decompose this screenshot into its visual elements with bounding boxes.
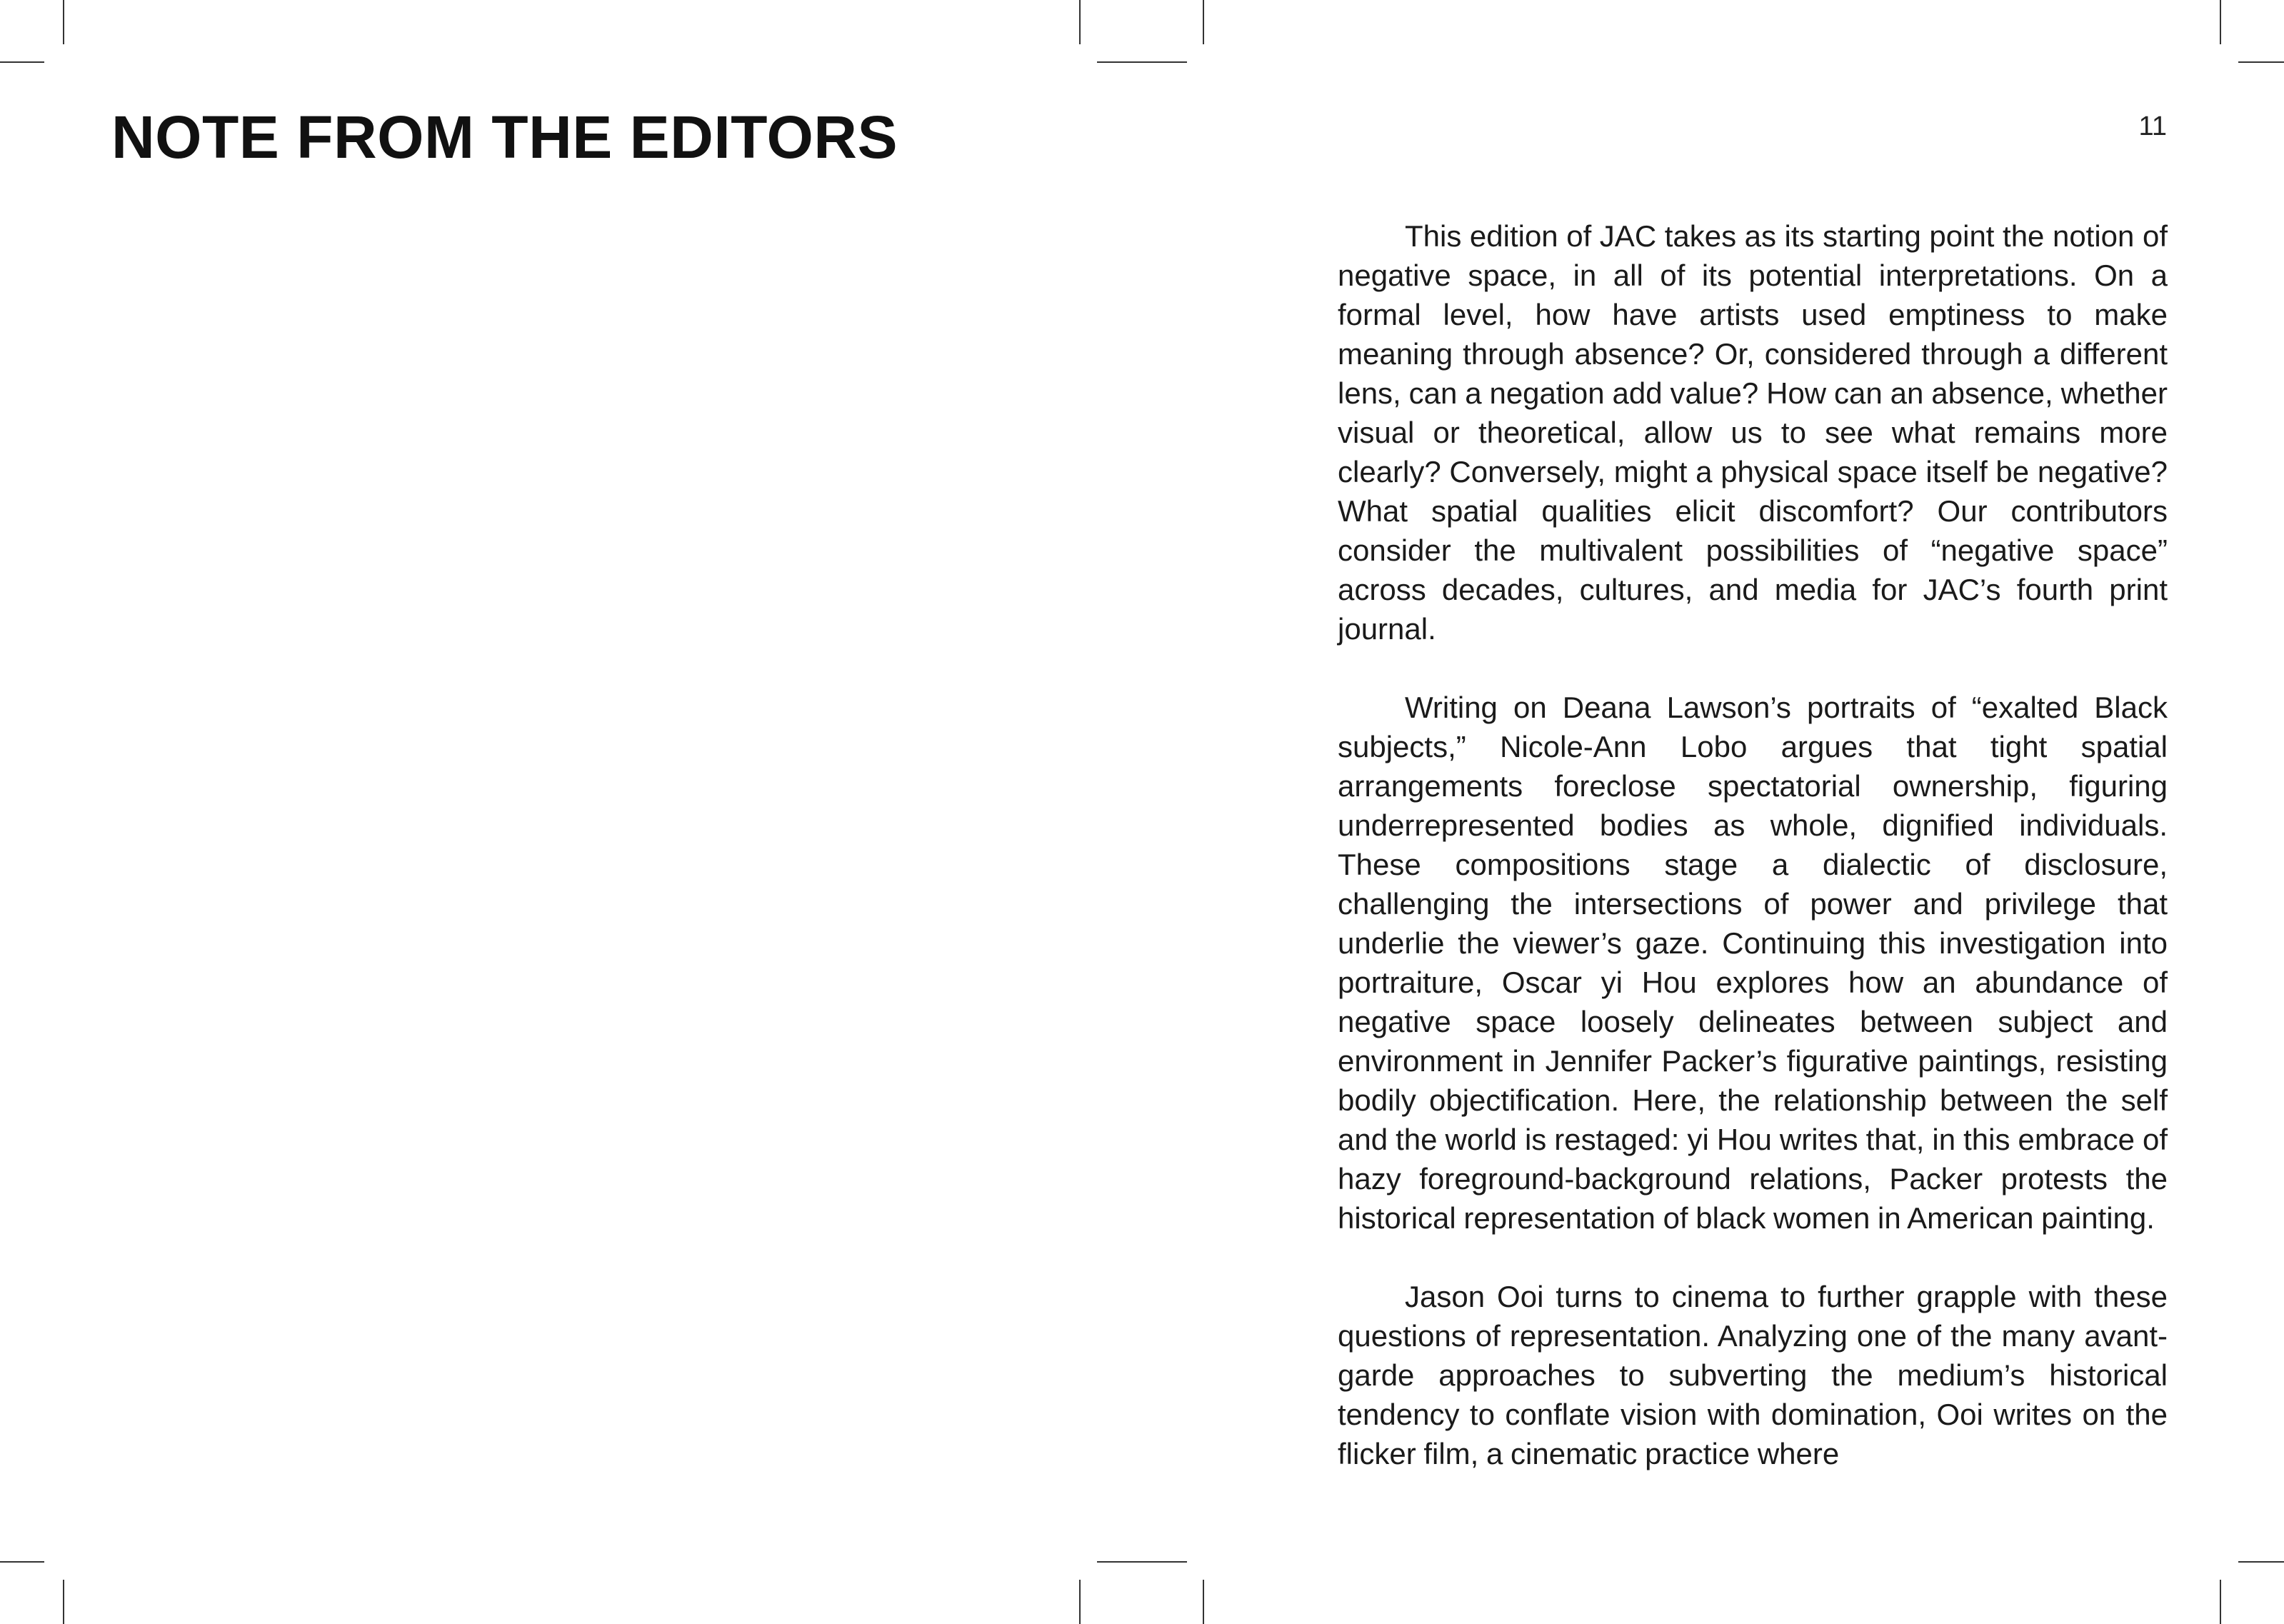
crop-mark [0, 61, 44, 63]
crop-mark [63, 1580, 64, 1624]
crop-mark [2238, 61, 2284, 63]
crop-mark [1097, 61, 1187, 63]
body-paragraph: This edition of JAC takes as its starting point the notion of negative space, in all of its potential interpretations. On a formal level, how have artists used emptiness to make meaning through absence? Or, considered through a different lens, can a negation add value? How can an absence, whether visual or theoretical, allow us to see what remains more clearly? Conversely, might a physical space itself be negative? What spatial qualities elicit discomfort? Our contributors consider the multivalent possibilities of “negative space” across decades, cultures, and media for JAC’s fourth print journal. [1338, 219, 2168, 646]
crop-mark [1079, 1580, 1081, 1624]
editors-note-body [1338, 216, 2168, 1513]
page-number: 11 [2138, 111, 2167, 141]
crop-mark [1203, 1580, 1204, 1624]
crop-mark [2220, 1580, 2221, 1624]
body-paragraph: Jason Ooi turns to cinema to further grapple with these questions of representation. Analyzing one of the many avant-garde approaches to subverting the medium’s historical tendency to conflate vision with domination, Ooi writes on the flicker film, a cinematic practice where [1338, 1280, 2168, 1470]
crop-mark [0, 1561, 44, 1563]
crop-mark [2238, 1561, 2284, 1563]
crop-mark [63, 0, 64, 44]
crop-mark [1203, 0, 1204, 44]
crop-mark [1097, 1561, 1187, 1563]
body-paragraph: Writing on Deana Lawson’s portraits of “exalted Black subjects,” Nicole-Ann Lobo argues that tight spatial arrangements foreclose spectatorial ownership, figuring underrepresented bodies as whole, dignified individuals. These compositions stage a dialectic of disclosure, challenging the intersections of power and privilege that underlie the viewer’s gaze. Continuing this investigation into portraiture, Oscar yi Hou explores how an abundance of negative space loosely delineates between subject and environment in Jennifer Packer’s figurative paintings, resisting bodily objectification. Here, the relationship between the self and the world is restaged: yi Hou writes that, in this embrace of hazy foreground-background relations, Packer protests the historical representation of black women in American painting. [1338, 691, 2168, 1235]
page-title: NOTE FROM THE EDITORS [111, 104, 898, 171]
crop-mark [1079, 0, 1081, 44]
crop-mark [2220, 0, 2221, 44]
